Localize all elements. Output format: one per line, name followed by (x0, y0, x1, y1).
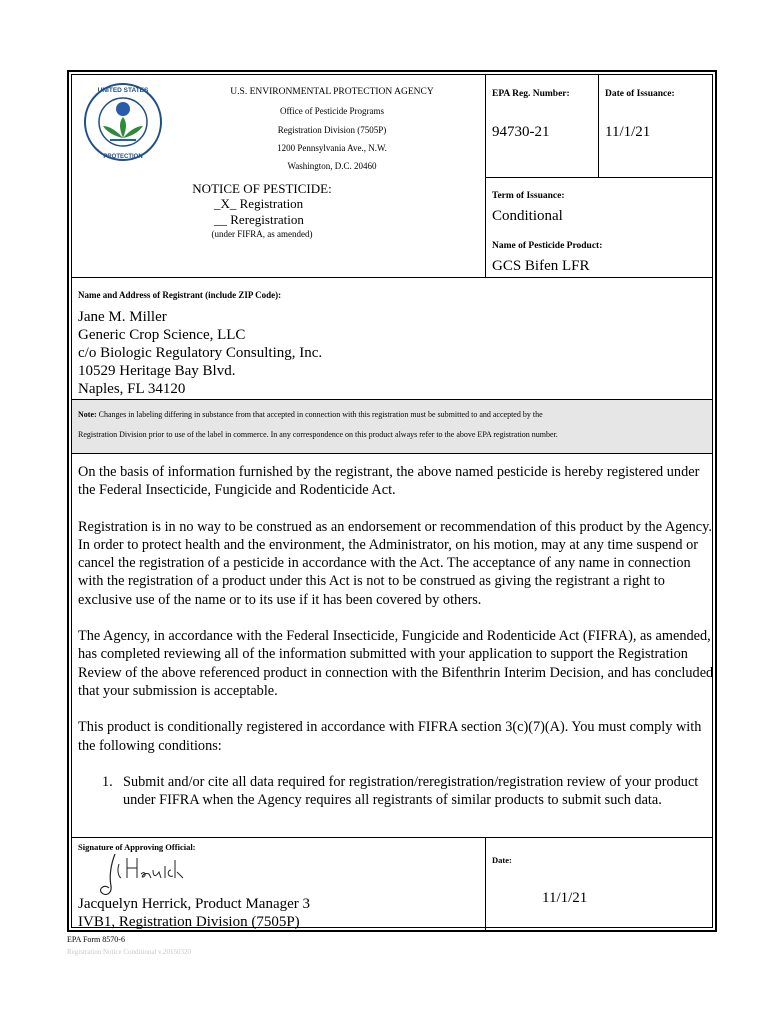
note-line-1 (78, 410, 543, 419)
registration-form (67, 70, 717, 932)
condition-item-1 (78, 773, 714, 810)
registrant-line: Naples, FL 34120 (78, 381, 186, 397)
signature-divider (485, 837, 486, 931)
address-line-2: Washington, D.C. 20460 (287, 161, 377, 171)
signature-date-label: Date: (492, 855, 512, 865)
signature-date-value: 11/1/21 (542, 890, 588, 906)
term-label: Term of Issuance: (492, 191, 565, 201)
signatory-name: Jacquelyn Herrick, Product Manager 3 (78, 896, 311, 912)
signatory (78, 895, 310, 931)
address-line-1: 1200 Pennsylvania Ave., N.W. (277, 143, 387, 153)
reg-number-label: EPA Reg. Number: (492, 89, 570, 99)
svg-text:PROTECTION: PROTECTION (103, 154, 143, 160)
notice-under-fifra: (under FIFRA, as amended) (211, 229, 313, 239)
faint-footer-text: Registration Notice Conditional v.20150320 (67, 948, 191, 956)
date-issuance-value: 11/1/21 (605, 124, 651, 140)
notice-reregistration: __ Reregistration (214, 212, 304, 227)
svg-text:UNITED STATES: UNITED STATES (97, 87, 149, 94)
registrant-line: c/o Biologic Regulatory Consulting, Inc. (78, 345, 323, 361)
registrant-line: 10529 Heritage Bay Blvd. (78, 363, 236, 379)
body-paragraph-1: On the basis of information furnished by the registrant, the above named pesticide is hereby registered under the Federal Insecticide, Fungicide and Rodenticide Act. (78, 464, 700, 499)
notice-title: NOTICE OF PESTICIDE: (192, 181, 332, 196)
handwritten-signature (97, 850, 217, 900)
registrant-label: Name and Address of Registrant (include ZIP Code): (78, 290, 282, 300)
notice-registration: _X_ Registration (214, 196, 304, 211)
signatory-title: IVB1, Registration Division (7505P) (78, 914, 300, 930)
condition-item-number: 1. (102, 773, 113, 790)
reg-number-value: 94730-21 (492, 124, 550, 140)
registrant-address (78, 308, 322, 398)
signature-label: Signature of Approving Official: (78, 842, 196, 852)
note-box (72, 399, 712, 454)
term-value: Conditional (492, 208, 563, 224)
form-inner-frame (71, 74, 713, 928)
office-name: Office of Pesticide Programs (279, 106, 385, 116)
date-cell-divider (598, 75, 599, 177)
registrant-line: Jane M. Miller (78, 309, 167, 325)
division-name: Registration Division (7505P) (277, 125, 387, 135)
epa-seal-icon (83, 82, 163, 162)
date-issuance-label: Date of Issuance: (605, 89, 675, 99)
reg-row-bottom-line (485, 177, 712, 178)
condition-item-text: Submit and/or cite all data required for registration/reregistration/registration review of your product under FIFRA when the Agency requires all registrants of similar products to submit such data. (123, 773, 699, 809)
body-paragraph-2: Registration is in no way to be construed as an endorsement or recommendation of this product by the Agency. In order to protect health and the environment, the Administrator, on his motion, may at any time suspend or cancel the registration of a pesticide in accordance with the Act. The acceptance of any name in connection with the registration of a product under this Act is not to be construed as giving the registrant a right to exclusive use of the name or to its use if it has been covered by others. (78, 518, 712, 608)
body-paragraph-4: This product is conditionally registered in accordance with FIFRA section 3(c)(7)(A). You must comply with the following conditions: (78, 719, 702, 754)
right-block-divider (485, 75, 486, 277)
product-name-label: Name of Pesticide Product: (492, 241, 603, 251)
product-name-value: GCS Bifen LFR (492, 258, 590, 274)
body-paragraph-3: The Agency, in accordance with the Federal Insecticide, Fungicide and Rodenticide Act (FIFRA), as amended, has completed reviewing all of the information submitted with your application to support the Registration Review of the above referenced product in connection with the Bifenthrin Interim Decision, and has concluded that your submission is acceptable. (78, 628, 714, 699)
form-number: EPA Form 8570-6 (67, 935, 125, 944)
signature-top-line (72, 837, 712, 838)
body-section (78, 463, 714, 809)
note-text-2: Registration Division prior to use of the label in commerce. In any correspondence on this product always refer to the above EPA registration number. (78, 430, 558, 439)
note-label: Note: (78, 410, 97, 419)
note-text-1: Changes in labeling differing in substance from that accepted in connection with this registration must be submitted to and accepted by the (98, 410, 543, 419)
agency-name: U.S. ENVIRONMENTAL PROTECTION AGENCY (230, 87, 434, 97)
header-bottom-line (72, 277, 712, 278)
registrant-line: Generic Crop Science, LLC (78, 327, 246, 343)
